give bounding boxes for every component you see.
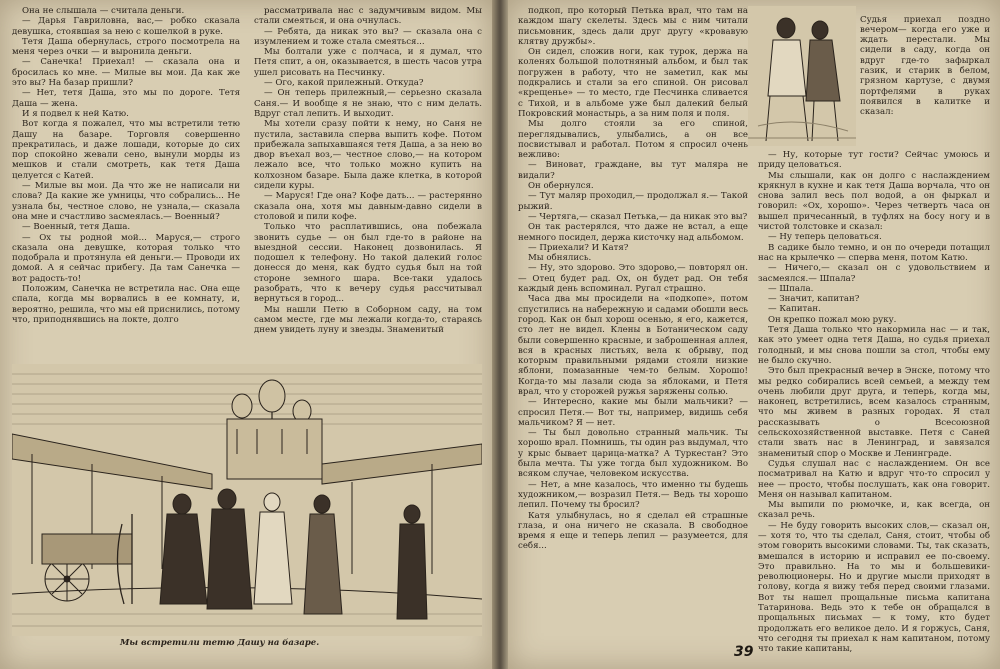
paragraph: В садике было темно, и он по очереди потащил нас на крылечко — сперва меня, потом Катю. [758, 242, 990, 263]
left-page [0, 0, 492, 669]
paragraph: Тетя Даша обернулась, строго посмотрела на меня через очки — и выронила деньги. [12, 36, 240, 58]
market-scene-drawing [12, 364, 482, 636]
paragraph: — Тут маляр проходил,— продолжал я.— Такой рыжий. [518, 191, 748, 212]
book-gutter [492, 0, 508, 669]
page-number: 39 [734, 644, 754, 660]
paragraph: — Шпала. [768, 283, 814, 294]
illustration-caption: Мы встретили тетю Дашу на базаре. [120, 638, 320, 648]
paragraph: Мы обнялись. [528, 253, 592, 264]
paragraph: — Ты был довольно странный мальчик. Ты хорошо врал. Помнишь, ты один раз выдумал, что у крыс бывает царица-матка? А Туркестан? Это была мечта. Ты уже тогда был художником. Во всяком случае, человеком искусства. [518, 428, 748, 480]
paragraph: И я подвел к ней Катю. [22, 108, 129, 119]
paragraph: — Ого, какой прилежный. Откуда? [264, 78, 424, 89]
paragraph: — Капитан. [768, 304, 821, 315]
paragraph: — Ну, это здорово. Это здорово,— повторял он.— Отец будет рад. Ох, он будет рад. Он тебя каждый день вспоминал. Ругал страшно. [518, 263, 748, 295]
paragraph: Он обернулся. [528, 181, 594, 192]
paragraph: — Ничего,— сказал он с удовольствием и засмеялся.— Шпала? [758, 263, 990, 284]
right-column-2-top [860, 6, 990, 146]
paragraph: — Милые вы мои. Да что же не написали ни слова? Да какие же умницы, что собрались... Не узнала бы, честное слово, не узнала,— сказала она мне и счастливо засмеялась.— Военный? [12, 181, 240, 222]
paragraph: рассматривала нас с задумчивым видом. Мы стали смеяться, и она очнулась. [254, 6, 482, 27]
paragraph: Мы хотели сразу пойти к нему, но Саня не пустила, заставила сперва выпить кофе. Потом прибежала запыхавшаяся тетя Даша, а за нею во двор въехал воз,— честное слово,— на котором лежало все, что только можно купить на колхозном базаре. Была даже клетка, в которой сидели куры. [254, 119, 482, 192]
market-illustration [12, 364, 482, 636]
right-column-2 [758, 150, 990, 669]
paragraph: Только что расплатившись, она побежала звонить судье — он был где-то в районе на выездной сессии. Наконец дозвонилась. Я подошел к телефону. Но такой далекий голос донесся до меня, как будто судья был на той стороне земного шара. Все-таки удалось разобрать, что к вечеру судья рассчитывал вернуться в город... [254, 222, 482, 305]
paragraph: Часа два мы просидели на «подкопе», потом спустились на набережную и садами обошли весь город. Как он был хорош осенью, я его, кажется, сто лет не видел. Клены в Ботаническом саду были совершенно красные, и заброшенная аллея, вся в красных листьях, вела к обрыву, под которым правильными рядами стояли низкие яблони, помазанные чем-то белым. Хорошо! Когда-то мы лазали сюда за яблоками, и Петя врал, что у сторожей ружья заряжены солью. [518, 294, 748, 397]
paragraph: Тетя Даша только что накормила нас — и так, как это умеет одна тетя Даша, но судья приехал голодный, и мы снова пошли за стол, чтобы ему не было скучно. [758, 325, 990, 366]
paragraph: — Не буду говорить высоких слов,— сказал он,— хотя то, что ты сделал, Саня, стоит, чтобы об этом говорить высокими словами. Ты, так сказать, вмешался в историю и исправил ее по-своему. Это правильно. На то мы и большевики-революционеры. Но и другие мысли приходят в голову, когда я вижу тебя перед своими глазами. Вот ты нашел прощальные письма капитана Татаринова. Ведь это к тебе он обращался в прощальных письмах — к тому, кто будет продолжать его великое дело. И я горжусь, Саня, что сегодня ты приехал к нам капитаном, потому что такие капитаны, [758, 520, 990, 655]
figures-sketch [748, 6, 856, 146]
paragraph: подкоп, про который Петька врал, что там на каждом шагу скелеты. Здесь мы с ним читали письмовник, здесь дали друг другу «кровавую клятву дружбы». [518, 6, 748, 47]
paragraph: Вот когда я пожалел, что мы встретили тетю Дашу на базаре. Торговля совершенно прекратилась, и даже лошади, которые до сих пор спокойно жевали сено, вынули морды из мешков и стали смотреть, как тетя Даша целуется с Катей. [12, 119, 240, 181]
paragraph: Он так растерялся, что даже не встал, а еще немного посидел, держа кисточку над альбомом. [518, 222, 748, 243]
paragraph: — Ох ты родной мой... Маруся,— строго сказала она девушке, которая только что подобрала и протянула ей деньги.— Проводи их домой. А я сейчас прибегу. Да там Санечка — вот радость-то! [12, 232, 240, 284]
left-column-1 [12, 6, 240, 362]
paragraph: Мы болтали уже с полчаса, и я думал, что Петя спит, а он, оказывается, в шесть часов утра ушел рисовать на Песчинку. [254, 47, 482, 78]
paragraph: Она не слышала — считала деньги. [22, 6, 185, 16]
paragraph: Катя улыбнулась, но я сделал ей страшные глаза, и она ничего не сказала. В свободное время я еще и теперь лепил — разумеется, для себя... [518, 510, 748, 552]
paragraph: Он крепко пожал мою руку. [768, 314, 897, 325]
paragraph: Мы нашли Петю в Соборном саду, на том самом месте, где мы лежали когда-то, стараясь днем увидеть луну и звезды. Знаменитый [254, 304, 482, 336]
paragraph: Это был прекрасный вечер в Энске, потому что мы редко собирались всей семьей, а между тем очень любили друг друга, и теперь, когда мы, наконец, встретились, всем казалось странным, что мы живем в разных городах. Я стал рассказывать о Всесоюзной сельскохозяйственной выставке. Петя с Саней стали звать нас в Ленинград, и завязался знаменитый спор о Москве и Ленинграде. [758, 366, 990, 459]
paragraph: — Чертяга,— сказал Петька,— да никак это вы? [528, 211, 748, 222]
paragraph: — Виноват, граждане, вы тут маляра не видали? [518, 160, 748, 181]
right-page [508, 0, 1000, 669]
paragraph: Мы выпили по рюмочке, и, как всегда, он сказал речь. [758, 500, 990, 521]
paragraph: — Нет, а мне казалось, что именно ты будешь художником,— возразил Петя.— Ведь ты хорошо лепил. Почему ты бросил? [518, 479, 748, 511]
left-column-2 [254, 6, 482, 362]
paragraph: — Нет, тетя Даша, это мы по дороге. Тетя Даша — жена. [12, 88, 240, 109]
paragraph: — Ну, которые тут гости? Сейчас умоюсь и приду целоваться. [758, 150, 990, 171]
paragraph: Судья приехал поздно вечером— когда его уже и ждать перестали. Мы сидели в саду, когда он вдруг где-то зафыркал газик, и старик в белом, грязном картузе, с двумя портфелями в руках появился в калитке и сказал: [860, 14, 990, 118]
paragraph: — Он теперь прилежный,— серьезно сказала Саня.— И вообще я не знаю, что с ним делать. Вдруг стал лепить. И выходит. [254, 88, 482, 119]
paragraph: — Интересно, какие мы были мальчики? — спросил Петя.— Вот ты, например, видишь себя мальчиком? Я — нет. [518, 397, 748, 428]
paragraph: — Значит, капитан? [768, 294, 860, 305]
paragraph: Мы долго стояли за его спиной, переглядывались, улыбались, а он все посвистывал и работал. Потом я спросил очень вежливо: [518, 119, 748, 161]
paragraph: — Ну теперь целоваться. [768, 232, 882, 243]
paragraph: Судья слушал нас с наслаждением. Он все посматривал на Катю и вдруг что-то спросил у нее — просто, чтобы послушать, как она говорит. Меня он называл капитаном. [758, 458, 990, 500]
paragraph: — Маруся! Где она? Кофе дать... — растерянно сказала она, хотя мы давным-давно сидели в столовой и пили кофе. [254, 191, 482, 222]
paragraph: Положим, Санечка не встретила нас. Она еще спала, когда мы ворвались в ее комнату, и, вероятно, решила, что мы ей приснились, потому что, приподнявшись на локте, долго [12, 284, 240, 325]
right-column-1 [518, 6, 748, 638]
paragraph: — Санечка! Приехал! — сказала она и бросилась ко мне. — Милые вы мои. Да как же это вы? На базар пришли? [12, 57, 240, 89]
paragraph: — Военный, тетя Даша. [22, 222, 131, 233]
paragraph: Он сидел, сложив ноги, как турок, держа на коленях большой полотняный альбом, и был так погружен в работу, что не заметил, как мы подкрались и стали за его спиной. Он рисовал «крещенье» — то место, где Песчинка сливается с Тихой, и в альбоме уже был далекий белый Покровский монастырь, а за ним поля и поля. [518, 47, 748, 119]
paragraph: — Дарья Гавриловна, вас,— робко сказала девушка, стоявшая за нею с кошелкой в руке. [12, 16, 240, 37]
man-and-woman-drawing [748, 6, 856, 146]
paragraph: — Ребята, да никак это вы? — сказала она с изумлением и тоже стала смеяться... [254, 26, 482, 47]
paragraph: Мы слышали, как он долго с наслаждением крякнул в кухне и как тетя Даша ворчала, что он снова залил весь пол водой, а он фыркал и говорил: «Ох, хорошо». Через четверть часа он вышел причесанный, в туфлях на босу ногу и в чистой толстовке и сказал: [758, 170, 990, 233]
paragraph: — Приехали? И Катя? [528, 242, 629, 253]
